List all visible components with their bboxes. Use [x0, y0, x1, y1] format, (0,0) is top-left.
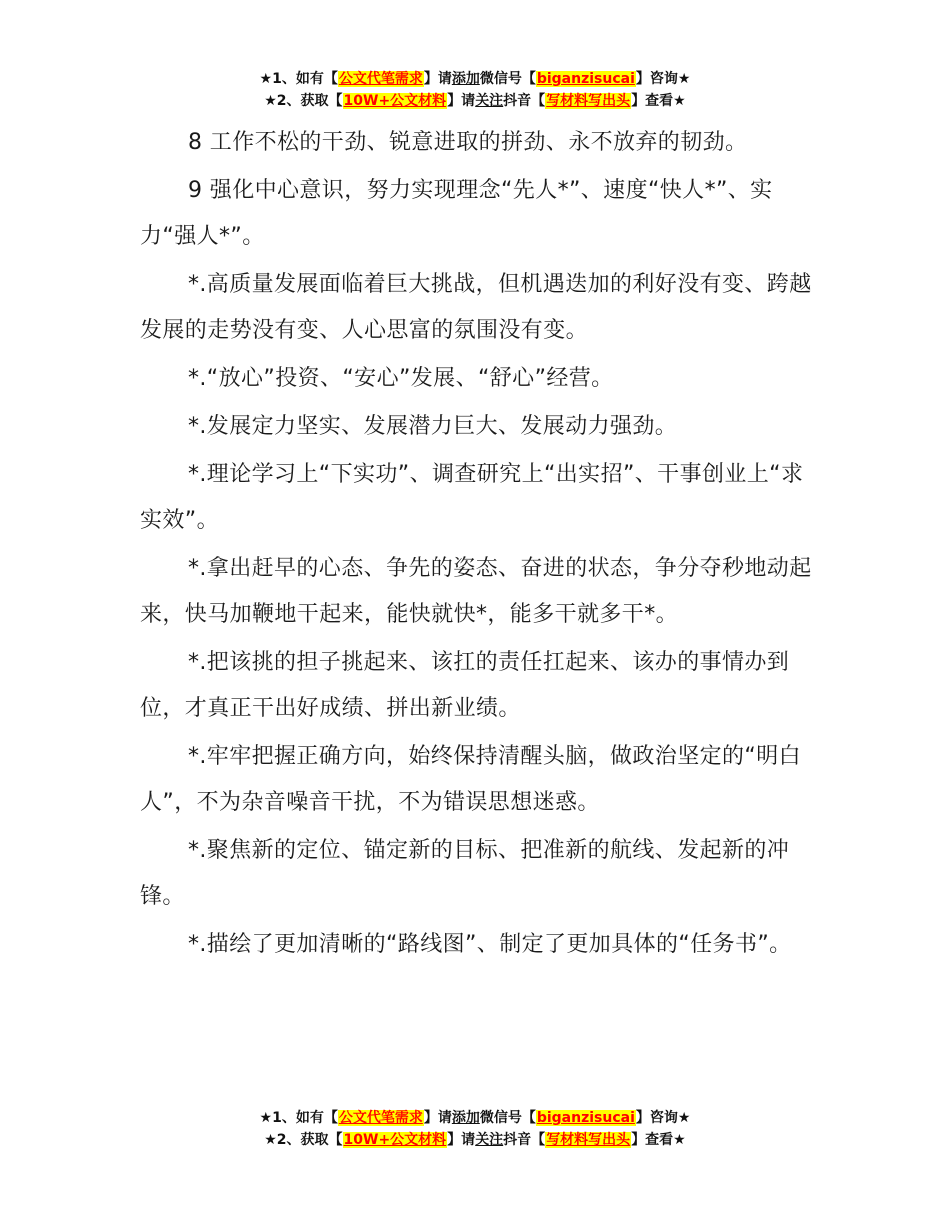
banner-emphasis: 添加: [451, 1110, 480, 1126]
paragraph: *.理论学习上“下实功”、调查研究上“出实招”、干事创业上“求实效”。: [140, 462, 804, 533]
paragraph: *.聚焦新的定位、锚定新的目标、把准新的航线、发起新的冲锋。: [140, 838, 790, 909]
banner-emphasis: 关注: [475, 1132, 504, 1148]
banner-line-1: [0, 1107, 950, 1129]
banner-text: 】请: [423, 1110, 452, 1126]
banner-text: ★2、获取【: [264, 1132, 343, 1148]
footer-banner: [0, 1107, 950, 1151]
banner-text: 】查看★: [631, 93, 686, 109]
paragraph: 8 工作不松的干劲、锐意进取的拼劲、永不放弃的韧劲。: [188, 130, 748, 155]
banner-text: 抖音【: [503, 1132, 546, 1148]
highlight-wechat-id: biganzisucai: [536, 1110, 635, 1126]
highlight-wechat-id: biganzisucai: [536, 71, 635, 87]
paragraph: *.把该挑的担子挑起来、该扛的责任扛起来、该办的事情办到位，才真正干出好成绩、拼出新业绩。: [140, 650, 790, 721]
highlight-douyin: 写材料写出头: [546, 93, 631, 109]
highlight-service: 公文代笔需求: [338, 71, 423, 87]
document-body: [140, 120, 812, 970]
highlight-douyin: 写材料写出头: [546, 1132, 631, 1148]
banner-emphasis: 关注: [475, 93, 504, 109]
banner-text: 抖音【: [503, 93, 546, 109]
banner-text: 】咨询★: [635, 1110, 691, 1126]
banner-text: 】请: [447, 1132, 476, 1148]
header-banner: [0, 68, 950, 112]
paragraph: *.拿出赶早的心态、争先的姿态、奋进的状态，争分夺秒地动起来，快马加鞭地干起来，能快就快*，能多干就多干*。: [140, 556, 812, 627]
banner-line-2: [0, 1129, 950, 1151]
banner-text: 微信号【: [479, 71, 536, 87]
banner-text: 】请: [423, 71, 452, 87]
banner-emphasis: 添加: [451, 71, 480, 87]
banner-text: 】咨询★: [635, 71, 691, 87]
banner-text: ★2、获取【: [264, 93, 343, 109]
banner-text: ★1、如有【: [259, 71, 338, 87]
paragraph: *.描绘了更加清晰的“路线图”、制定了更加具体的“任务书”。: [188, 932, 792, 957]
paragraph: 9 强化中心意识，努力实现理念“先人*”、速度“快人*”、实力“强人*”。: [140, 178, 773, 249]
highlight-service: 公文代笔需求: [338, 1110, 423, 1126]
highlight-materials: 10W+公文材料: [343, 93, 447, 109]
paragraph: *.牢牢把握正确方向，始终保持清醒头脑，做政治坚定的“明白人”，不为杂音噪音干扰，不为错误思想迷惑。: [140, 744, 801, 815]
banner-line-1: [0, 68, 950, 90]
paragraph: *.高质量发展面临着巨大挑战，但机遇迭加的利好没有变、跨越发展的走势没有变、人心思富的氛围没有变。: [140, 272, 812, 343]
paragraph: *.“放心”投资、“安心”发展、“舒心”经营。: [188, 366, 614, 391]
banner-text: 】请: [447, 93, 476, 109]
banner-text: ★1、如有【: [259, 1110, 338, 1126]
banner-text: 微信号【: [479, 1110, 536, 1126]
paragraph: *.发展定力坚实、发展潜力巨大、发展动力强劲。: [188, 414, 678, 439]
banner-line-2: [0, 90, 950, 112]
highlight-materials: 10W+公文材料: [343, 1132, 447, 1148]
banner-text: 】查看★: [631, 1132, 686, 1148]
